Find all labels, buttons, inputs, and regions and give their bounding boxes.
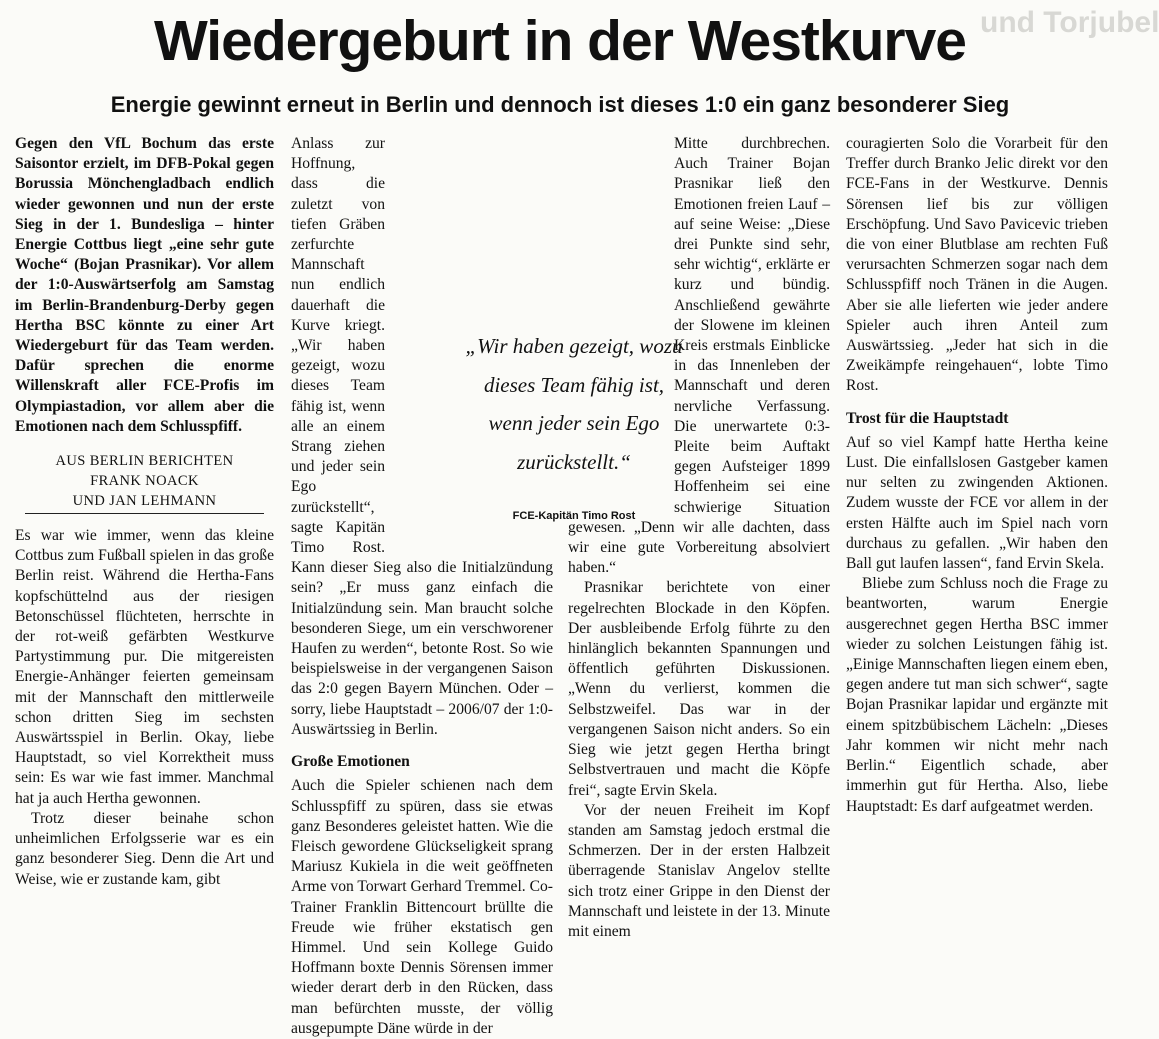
background-ghost-headline: und Torjubel (980, 6, 1159, 39)
column-2 (291, 134, 553, 1039)
body-paragraph: Es war wie immer, wenn das kleine Cottbus zum Fußball spielen in das große Berlin reist. Während die Hertha-Fans kopfschüttelnd aus der riesigen Betonschüssel flüchteten, herrschte in der rot-weiß gefärbten Westkurve Partystimmung pur. Die mitgereisten Energie-Anhänger feierten gemeinsam mit der Mannschaft den mittlerweile schon dritten Sieg im sechsten Auswärtsspiel in Berlin. Okay, liebe Hauptstadt, so viel Korrektheit muss sein: Es war wie fast immer. Manchmal hat ja auch Hertha gewonnen. (15, 527, 275, 807)
byline-line: FRANK NOACK (90, 473, 199, 490)
body-text: Mitte durchbrechen. Auch Trainer Bojan Prasnikar ließ den Emotionen freien Lauf – auf seine Weise: „Diese drei Punkte sind sehr, sehr wichtig“, erklärte er kurz und bündig. Anschließend gewährte der Slowene im kleinen Kreis erstmals Einblicke in das Innenleben der Mannschaft und deren nervliche Verfassung. Die unerwartete 0:3-Pleite beim Auftakt gegen Aufsteiger 1899 Hoffenheim sei eine schwierige Situation gewesen. „Denn wir alle dachten, dass wir eine gute Vorbereitung absolviert haben.“ (568, 135, 830, 577)
column-1 (15, 134, 274, 890)
body-paragraph: Vor der neuen Freiheit im Kopf standen am Samstag jedoch erstmal die Schmerzen. Der in der ersten Halbzeit überragende Stanislav Angelov stellte sich trotz einer Grippe in den Dienst der Mannschaft und leistete in der 13. Minute mit einem (568, 801, 830, 940)
lead-paragraph: Gegen den VfL Bochum das erste Saisontor erzielt, im DFB-Pokal gegen Borussia Mönchengladbach endlich wieder gewonnen und nun der erste Sieg in der 1. Bundesliga – hinter Energie Cottbus liegt „eine sehr gute Woche“ (Bojan Prasnikar). Vor allem der 1:0-Auswärtserfolg am Samstag im Berlin-Brandenburg-Derby gegen Hertha BSC könnte zu einer Art Wiedergeburt für das Team werden. Dafür sprechen die enorme Willenskraft aller FCE-Profis im Olympiastadion, vor allem aber die Emotionen nach dem Schlusspfiff. (15, 135, 274, 435)
subheadline: Energie gewinnt erneut in Berlin und dennoch ist dieses 1:0 ein ganz besonderer Sieg (110, 92, 1010, 117)
subheading: Große Emotionen (291, 753, 410, 771)
body-paragraph: couragierten Solo die Vorarbeit für den Treffer durch Branko Jelic direkt vor den FCE-Fans in der Westkurve. Dennis Sörensen lief bis zur völligen Erschöpfung. Und Savo Pavicevic trieben die von einer Blutblase am rechten Fuß verursachten Schmerzen sogar nach dem Schlusspfiff noch Tränen in die Augen. Aber sie alle lieferten wie jeder andere Spieler auch ihren Anteil zum Auswärtssieg. „Jeder hat sich in die Zweikämpfe reingehauen“, lobte Timo Rost. (846, 135, 1108, 395)
pull-quote: „Wir haben gezeigt, wozu dieses Team fähig ist, wenn jeder sein Ego zurückstellt.“ (465, 334, 683, 474)
body-paragraph: Auch die Spieler schienen nach dem Schlusspfiff zu spüren, dass sie etwas ganz Besonderes geleistet hatten. Wie die Fleisch gewordene Glückseligkeit sprang Mariusz Kukiela in die weit geöffneten Arme von Torwart Gerhard Tremmel. Co-Trainer Franklin Bittencourt brüllte die Freude wie früher ekstatisch gen Himmel. Und sein Kollege Guido Hoffmann boxte Dennis Sörensen immer wieder derart derb in den Rücken, dass man befürchten musste, der völlig ausgepumpte Däne würde in der (291, 777, 553, 1037)
body-paragraph: Prasnikar berichtete von einer regelrechten Blockade in den Köpfen. Der ausbleibende Erfolg führte zu den hinlänglich bekannten Spannungen und öffentlich geführten Diskussionen. „Wenn du verlierst, kommen die Selbstzweifel. Das war in der vergangenen Saison nicht anders. So ein Sieg wie jetzt gegen Hertha bringt Selbstvertrauen und macht die Köpfe frei“, sagte Ervin Skela. (568, 579, 830, 799)
byline (15, 451, 274, 511)
body-paragraph: Trotz dieser beinahe schon unheimlichen Erfolgsserie war es ein ganz besonderer Sieg. Denn die Art und Weise, wie er zustande kam, gibt (15, 809, 274, 888)
body-paragraph: Auf so viel Kampf hatte Hertha keine Lust. Die einfallslosen Gastgeber kamen nur selten zu zwingenden Aktionen. Zudem wusste der FCE vor allem in der ersten Hälfte auch im Spiel nach vorn durchaus zu gefallen. „Wir haben den Ball gut laufen lassen“, fand Ervin Skela. (846, 433, 1108, 573)
byline-line: AUS BERLIN BERICHTEN (55, 453, 234, 470)
headline: Wiedergeburt in der Westkurve (154, 9, 966, 73)
subheading: Trost für die Hauptstadt (846, 409, 1009, 427)
byline-line: UND JAN LEHMANN (72, 493, 217, 510)
byline-rule (25, 513, 264, 514)
column-3 (568, 134, 830, 942)
body-text: Anlass zur Hoffnung, dass die zuletzt von tiefen Gräben zerfurchte Mannschaft nun endlich dauerhaft die Kurve kriegt. „Wir haben gezeigt, wozu dieses Team fähig ist, wenn alle an einem Strang ziehen und jeder sein Ego zurückstellt“, sagte Kapitän Timo Rost. Kann dieser Sieg also die Initialzündung sein? „Er muss ganz einfach die Initialzündung sein. Man braucht solche besonderen Siege, um ein verschworener Haufen zu werden“, betonte Rost. So wie beispielsweise in der vergangenen Saison das 2:0 gegen Bayern München. Oder – sorry, liebe Hauptstadt – 2006/07 der 1:0-Auswärtssieg in Berlin. (291, 135, 553, 738)
pull-quote-source: FCE-Kapitän Timo Rost (512, 510, 636, 522)
body-paragraph: Bliebe zum Schluss noch die Frage zu beantworten, warum Energie ausgerechnet gegen Hertha BSC immer wieder zu solchen Leistungen fähig ist. „Einige Mannschaften liegen einem eben, gegen andere tut man sich schwer“, sagte Bojan Prasnikar lapidar und ergänzte mit einem spitzbübischem Lächeln: „Dieses Jahr kommen wir nicht mehr nach Berlin.“ Eigentlich schade, aber immerhin gut für Hertha. Also, liebe Hauptstadt: Es darf aufgeatmet werden. (846, 575, 1108, 815)
column-4 (846, 134, 1108, 817)
